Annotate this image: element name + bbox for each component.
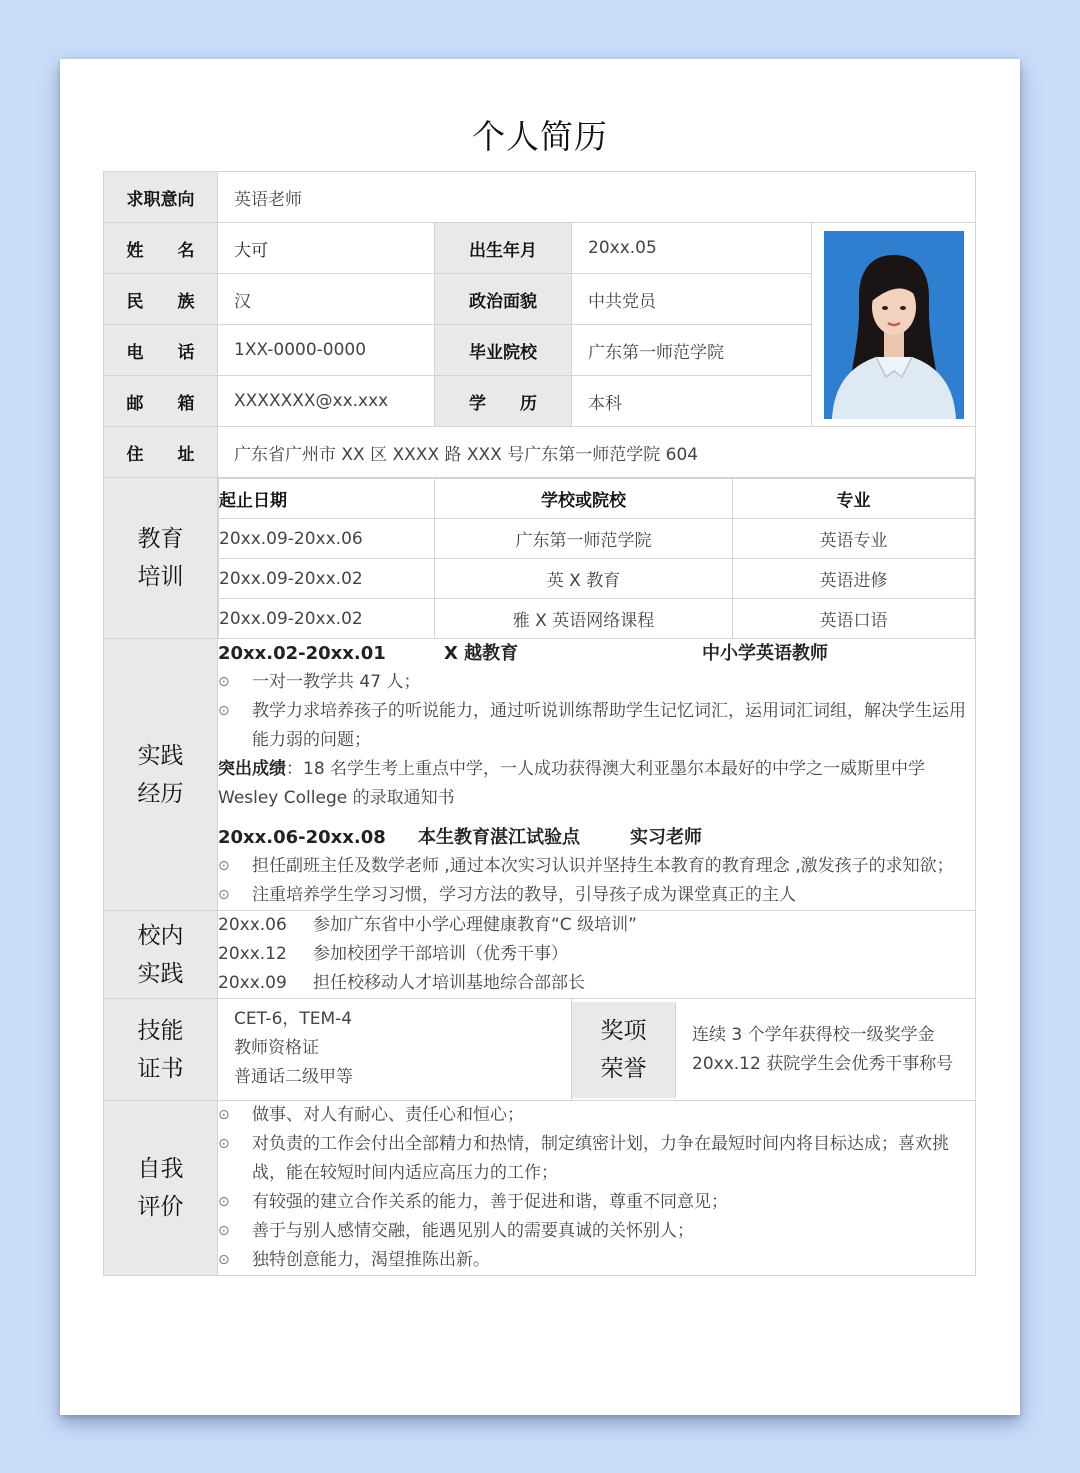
value-name: 大可: [218, 223, 435, 274]
job1-header: [218, 639, 975, 668]
bullet-icon: ⊙: [218, 858, 230, 874]
education-header: 专业: [733, 479, 975, 519]
label-campus-line2: 实践: [137, 960, 184, 987]
list-item: 连续 3 个学年获得校一级奖学金: [692, 1024, 935, 1045]
campus-text: 参加校团学干部培训（优秀干事）: [313, 944, 568, 964]
campus-date: 20xx.09: [218, 973, 287, 993]
campus-date: 20xx.06: [218, 915, 287, 935]
achievement-text: ：18 名学生考上重点中学，一人成功获得澳大利亚墨尔本最好的中学之一威斯里中学 Wesley College 的录取通知书: [218, 759, 926, 808]
education-school: 广东第一师范学院: [435, 519, 733, 559]
label-education-line1: 教育: [137, 526, 184, 552]
self-eval-item: 有较强的建立合作关系的能力，善于促进和谐，尊重不同意见；: [252, 1192, 728, 1212]
list-item: [218, 1246, 975, 1275]
value-intent: 英语老师: [218, 172, 976, 223]
label-degree: 学 历: [435, 376, 572, 427]
skills-content: [218, 999, 572, 1101]
label-awards-line1: 奖项: [600, 1017, 647, 1044]
label-awards: [572, 1002, 676, 1098]
label-practice: [104, 639, 218, 911]
label-ethnic: 民 族: [104, 274, 218, 325]
job2-bullet: 担任副班主任及数学老师 ,通过本次实习认识并坚持生本教育的教育理念 ,激发孩子的求知欲；: [252, 856, 954, 876]
self-eval-item: 做事、对人有耐心、责任心和恒心；: [252, 1105, 524, 1125]
bullet-icon: ⊙: [218, 674, 230, 690]
job1-achievement: [218, 755, 975, 813]
list-item: [218, 940, 975, 969]
education-date: 20xx.09-20xx.02: [219, 559, 435, 599]
practice-content: [218, 639, 976, 911]
value-phone: 1XX-0000-0000: [218, 325, 435, 376]
education-date: 20xx.09-20xx.06: [219, 519, 435, 559]
campus-content: [218, 911, 976, 999]
value-school: 广东第一师范学院: [572, 325, 812, 376]
label-political: 政治面貌: [435, 274, 572, 325]
row-address: [104, 427, 976, 478]
job1-role: 中小学英语教师: [702, 643, 828, 664]
label-skills-line1: 技能: [137, 1017, 184, 1044]
photo-cell: [812, 223, 976, 427]
job1-org: X 越教育: [444, 643, 519, 664]
bullet-icon: ⊙: [218, 1136, 230, 1152]
awards-content: [676, 1002, 969, 1098]
resume-sheet: [60, 59, 1020, 1415]
list-item: [218, 1130, 975, 1188]
list-item: [218, 668, 975, 697]
education-header: 起止日期: [219, 479, 435, 519]
page-title: 个人简历: [472, 117, 608, 156]
list-item: CET-6，TEM-4: [234, 1009, 353, 1029]
education-major: 英语口语: [733, 599, 975, 639]
list-item: 普通话二级甲等: [234, 1067, 353, 1087]
label-self-eval: [104, 1101, 218, 1276]
label-phone: 电 话: [104, 325, 218, 376]
value-birth: 20xx.05: [572, 223, 812, 274]
self-eval-item: 对负责的工作会付出全部精力和热情，制定缜密计划，力争在最短时间内将目标达成；喜欢挑战，能在较短时间内适应高压力的工作；: [252, 1134, 949, 1183]
label-self-eval-line2: 评价: [137, 1194, 184, 1220]
list-item: [218, 1217, 975, 1246]
self-eval-item: 善于与别人感情交融，能遇见别人的需要真诚的关怀别人；: [252, 1221, 694, 1241]
list-item: [218, 1188, 975, 1217]
list-item: [218, 697, 975, 755]
self-eval-item: 独特创意能力，渴望推陈出新。: [252, 1250, 490, 1270]
education-major: 英语专业: [733, 519, 975, 559]
value-ethnic: 汉: [218, 274, 435, 325]
value-email: XXXXXXX@xx.xxx: [218, 376, 435, 427]
row-education: [104, 478, 976, 639]
list-item: 教师资格证: [234, 1038, 319, 1058]
list-item: [218, 911, 975, 940]
label-campus-line1: 校内: [137, 922, 184, 949]
label-intent: 求职意向: [104, 172, 218, 223]
row-campus: [104, 911, 976, 999]
list-item: 20xx.12 获院学生会优秀干事称号: [692, 1053, 954, 1074]
row-intent: [104, 172, 976, 223]
label-practice-line1: 实践: [137, 742, 184, 769]
job2-bullet: 注重培养学生学习习惯，学习方法的教导，引导孩子成为课堂真正的主人: [252, 885, 796, 905]
row-practice: [104, 639, 976, 911]
education-school: 英 X 教育: [435, 559, 733, 599]
bullet-icon: ⊙: [218, 1194, 230, 1210]
education-header-row: [219, 479, 975, 519]
row-name: [104, 223, 976, 274]
label-skills-line2: 证书: [137, 1055, 184, 1082]
bullet-icon: ⊙: [218, 887, 230, 903]
row-skills-awards: [104, 999, 976, 1101]
label-school: 毕业院校: [435, 325, 572, 376]
value-address: 广东省广州市 XX 区 XXXX 路 XXX 号广东第一师范学院 604: [218, 427, 976, 478]
label-education-line2: 培训: [137, 564, 184, 590]
education-date: 20xx.09-20xx.02: [219, 599, 435, 639]
job1-bullet: 教学力求培养孩子的听说能力，通过听说训练帮助学生记忆词汇，运用词汇词组，解决学生运用能力弱的问题；: [252, 701, 966, 750]
job1-bullet: 一对一教学共 47 人；: [252, 672, 421, 692]
bullet-icon: ⊙: [218, 1107, 230, 1123]
resume-table: [103, 171, 976, 1276]
education-table-cell: [218, 478, 976, 639]
label-awards-line2: 荣誉: [600, 1055, 647, 1082]
label-education: [104, 478, 218, 639]
job2-org: 本生教育湛江试验点: [418, 827, 580, 848]
label-email: 邮 箱: [104, 376, 218, 427]
job2-date: 20xx.06-20xx.08: [218, 827, 386, 848]
table-row: [219, 599, 975, 639]
awards-cell: [572, 999, 976, 1101]
education-header: 学校或院校: [435, 479, 733, 519]
campus-text: 担任校移动人才培训基地综合部部长: [313, 973, 585, 993]
job2-role: 实习老师: [630, 827, 702, 848]
education-table: [218, 478, 975, 638]
row-self-eval: [104, 1101, 976, 1276]
table-row: [219, 559, 975, 599]
achievement-label: 突出成绩: [218, 759, 286, 779]
bullet-icon: ⊙: [218, 1252, 230, 1268]
campus-date: 20xx.12: [218, 944, 287, 964]
value-degree: 本科: [572, 376, 812, 427]
label-address: 住 址: [104, 427, 218, 478]
self-eval-content: [218, 1101, 976, 1276]
label-self-eval-line1: 自我: [137, 1156, 184, 1182]
label-name: 姓 名: [104, 223, 218, 274]
table-row: [219, 519, 975, 559]
label-practice-line2: 经历: [137, 780, 184, 807]
education-school: 雅 X 英语网络课程: [435, 599, 733, 639]
education-major: 英语进修: [733, 559, 975, 599]
value-political: 中共党员: [572, 274, 812, 325]
list-item: [218, 881, 975, 910]
list-item: [218, 1101, 975, 1130]
label-campus: [104, 911, 218, 999]
list-item: [218, 852, 975, 881]
bullet-icon: ⊙: [218, 703, 230, 719]
bullet-icon: ⊙: [218, 1223, 230, 1239]
job2-header: [218, 823, 975, 852]
profile-photo: [824, 231, 964, 419]
list-item: [218, 969, 975, 998]
job1-date: 20xx.02-20xx.01: [218, 643, 386, 664]
label-skills: [104, 999, 218, 1101]
label-birth: 出生年月: [435, 223, 572, 274]
campus-text: 参加广东省中小学心理健康教育“C 级培训”: [313, 915, 637, 935]
